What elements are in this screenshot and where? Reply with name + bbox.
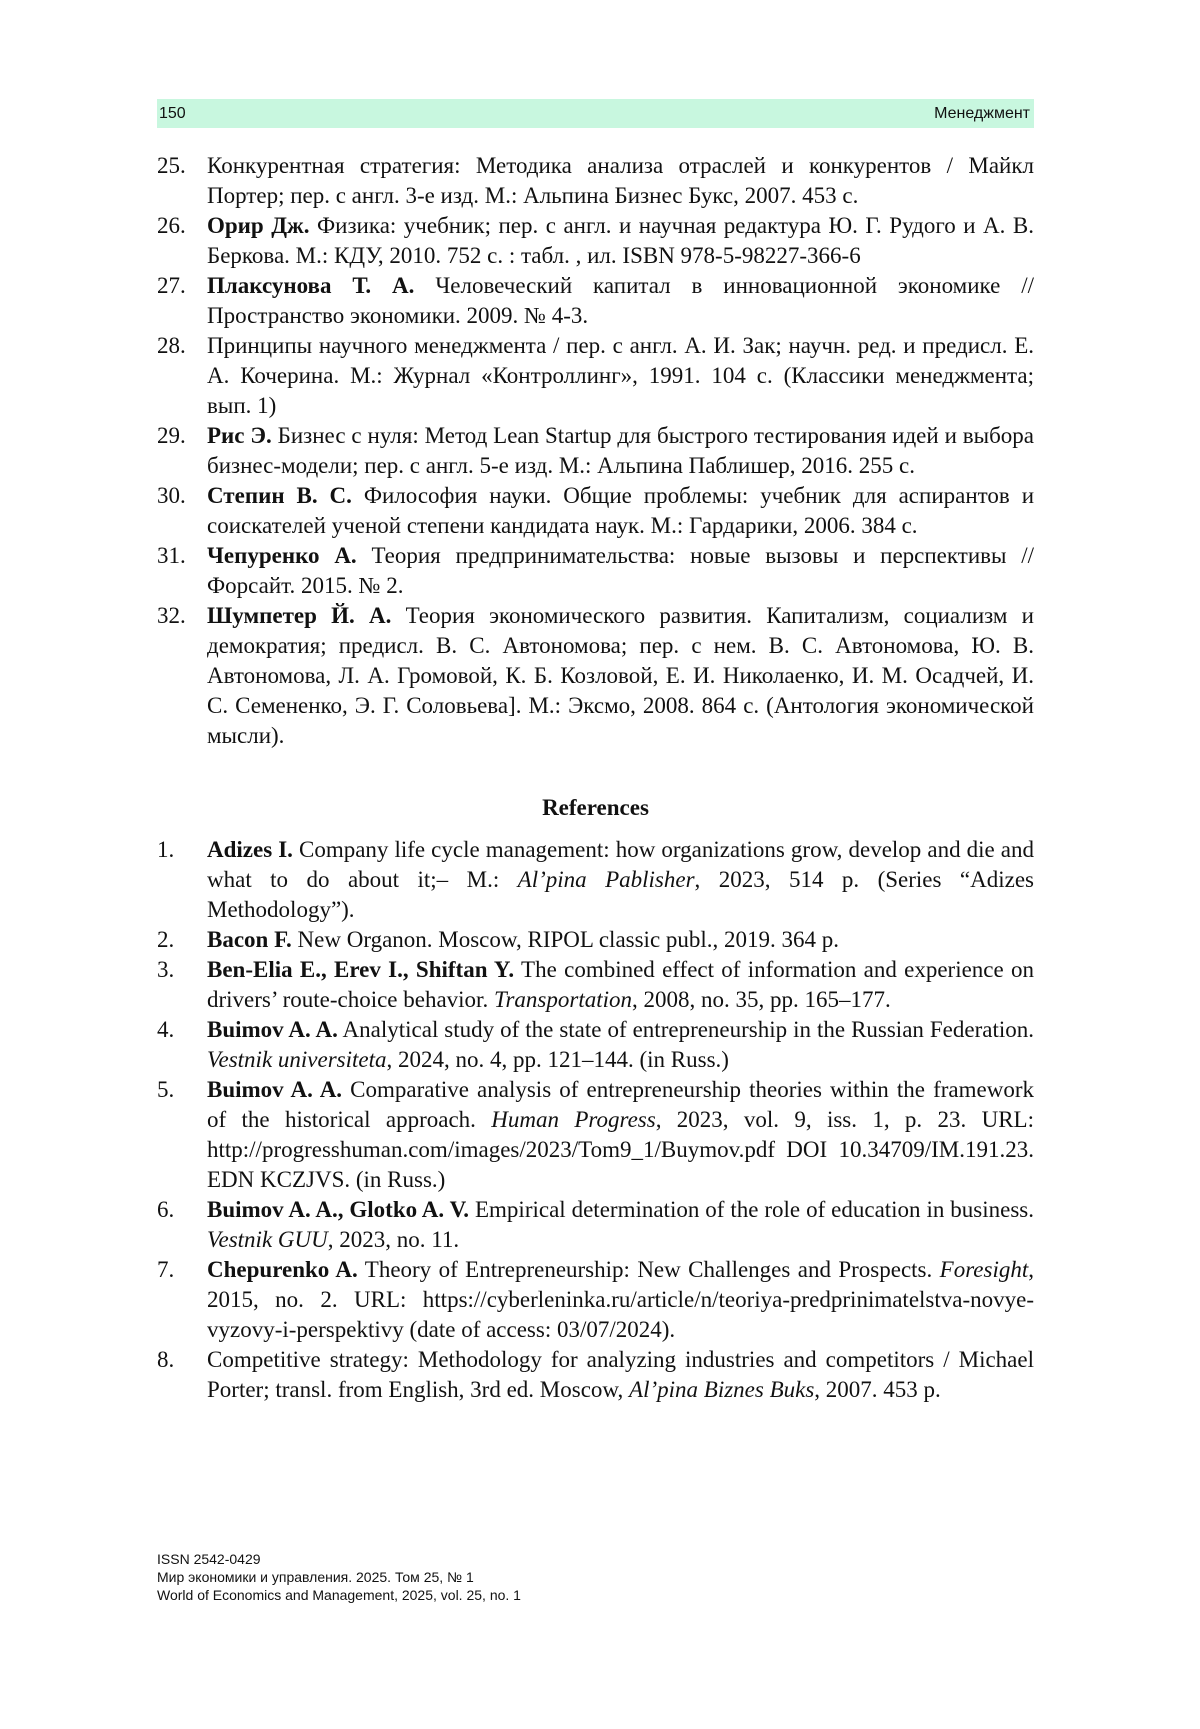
page-content — [157, 151, 1034, 1405]
reference-segment: Принципы научного менеджмента / пер. с англ. А. И. Зак; научн. ред. и предисл. Е. А. Кочерина. М.: Журнал «Контроллинг», 1991. 104 с. (Классики менеджмента; вып. 1) — [207, 333, 1034, 418]
reference-number: 27. — [157, 273, 186, 298]
reference-segment: Физика: учебник; пер. с англ. и научная редактура Ю. Г. Рудого и А. В. Беркова. М.: КДУ, 2010. 752 с. : табл. , ил. ISBN 978-5-98227-366-6 — [207, 213, 1034, 268]
section-name: Менеджмент — [934, 104, 1030, 122]
footer-issn: ISSN 2542-0429 — [157, 1551, 261, 1567]
reference-text — [207, 331, 1034, 421]
reference-segment: , 2007. 453 p. — [814, 1377, 941, 1402]
reference-item — [157, 481, 1034, 541]
reference-item — [157, 331, 1034, 421]
reference-authors: Adizes I. — [207, 837, 293, 862]
reference-segment: Competitive strategy: Methodology for analyzing industries and competitors / Michael Porter; transl. from English, 3rd ed. Moscow, — [207, 1347, 1034, 1402]
reference-item — [157, 1075, 1034, 1195]
reference-source: Human Progress — [491, 1107, 656, 1132]
reference-authors: Орир Дж. — [207, 213, 310, 238]
reference-text — [207, 955, 1034, 1015]
reference-item — [157, 1345, 1034, 1405]
reference-number: 32. — [157, 603, 186, 628]
reference-text — [207, 1195, 1034, 1255]
reference-authors: Buimov A. A. — [207, 1017, 338, 1042]
reference-authors: Chepurenko A. — [207, 1257, 358, 1282]
reference-authors: Buimov A. A., Glotko A. V. — [207, 1197, 470, 1222]
reference-text — [207, 211, 1034, 271]
reference-segment: Теория предпринимательства: новые вызовы и перспективы // Форсайт. 2015. № 2. — [207, 543, 1034, 598]
reference-text — [207, 835, 1034, 925]
reference-number: 28. — [157, 333, 186, 358]
reference-segment: , 2023, vol. 9, iss. 1, p. 23. URL: http://progresshuman.com/images/2023/Tom9_1/Buymov.pdf DOI 10.34709/IM.191.23. EDN KCZJVS. (in Russ.) — [207, 1107, 1034, 1192]
reference-item — [157, 835, 1034, 925]
reference-number: 29. — [157, 423, 186, 448]
reference-item — [157, 925, 1034, 955]
reference-authors: Рис Э. — [207, 423, 272, 448]
reference-authors: Ben-Elia E., Erev I., Shiftan Y. — [207, 957, 515, 982]
reference-number: 4. — [157, 1017, 175, 1042]
page-footer — [157, 1550, 521, 1604]
reference-text — [207, 541, 1034, 601]
reference-number: 1. — [157, 837, 175, 862]
reference-item — [157, 1255, 1034, 1345]
reference-number: 2. — [157, 927, 175, 952]
page-number: 150 — [159, 104, 186, 122]
footer-journal-ru: Мир экономики и управления. 2025. Том 25, № 1 — [157, 1569, 474, 1585]
reference-number: 6. — [157, 1197, 175, 1222]
reference-segment: Конкурентная стратегия: Методика анализа отраслей и конкурентов / Майкл Портер; пер. с англ. 3-е изд. М.: Альпина Бизнес Букс, 2007. 453 с. — [207, 153, 1034, 208]
reference-segment: , 2023, 514 p. (Series “Adizes Methodology”). — [207, 867, 1034, 922]
reference-authors: Bacon F. — [207, 927, 292, 952]
reference-segment: New Organon. Moscow, RIPOL classic publ., 2019. 364 p. — [291, 927, 840, 952]
reference-authors: Шумпетер Й. А. — [207, 603, 392, 628]
reference-authors: Buimov A. A. — [207, 1077, 343, 1102]
english-reference-list — [157, 835, 1034, 1405]
reference-source: Foresight — [939, 1257, 1029, 1282]
reference-authors: Плаксунова Т. А. — [207, 273, 415, 298]
reference-authors: Чепуренко А. — [207, 543, 357, 568]
reference-number: 8. — [157, 1347, 175, 1372]
reference-segment: Теория экономического развития. Капитализм, социализм и демократия; предисл. В. С. Автономова; пер. с нем. В. С. Автономова, Ю. В. Автономова, Л. А. Громовой, К. Б. Козловой, Е. И. Николаенко, И. М. Осадчей, И. С. Семененко, Э. Г. Соловьева]. М.: Эксмо, 2008. 864 с. (Антология экономической мысли). — [207, 603, 1034, 748]
reference-number: 30. — [157, 483, 186, 508]
reference-item — [157, 601, 1034, 751]
reference-segment: Бизнес с нуля: Метод Lean Startup для быстрого тестирования идей и выбора бизнес-модели; пер. с англ. 5-е изд. М.: Альпина Паблишер, 2016. 255 с. — [207, 423, 1035, 478]
reference-number: 25. — [157, 153, 186, 178]
reference-number: 26. — [157, 213, 186, 238]
reference-segment: Theory of Entrepreneurship: New Challenges and Prospects. — [357, 1257, 940, 1282]
reference-segment: , 2024, no. 4, pp. 121–144. (in Russ.) — [386, 1047, 729, 1072]
reference-item — [157, 541, 1034, 601]
reference-item — [157, 1195, 1034, 1255]
reference-number: 3. — [157, 957, 175, 982]
reference-item — [157, 1015, 1034, 1075]
reference-source: Transportation — [493, 987, 632, 1012]
reference-source: Vestnik universiteta — [207, 1047, 387, 1072]
reference-authors: Степин В. С. — [207, 483, 352, 508]
reference-segment: , 2015, no. 2. URL: https://cyberleninka.ru/article/n/teoriya-predprinimatelstva-novye-vyzovy-i-perspektivy (date of access: 03/07/2024). — [207, 1257, 1034, 1342]
reference-segment: Comparative analysis of entrepreneurship theories within the framework of the historical approach. — [207, 1077, 1034, 1132]
reference-text — [207, 601, 1034, 751]
reference-segment: Человеческий капитал в инновационной экономике // Пространство экономики. 2009. № 4-3. — [207, 273, 1034, 328]
reference-segment: Empirical determination of the role of education in business. — [469, 1197, 1035, 1222]
reference-segment: , 2008, no. 35, pp. 165–177. — [632, 987, 891, 1012]
russian-reference-list — [157, 151, 1034, 751]
reference-number: 7. — [157, 1257, 175, 1282]
reference-segment: Analytical study of the state of entrepreneurship in the Russian Federation. — [337, 1017, 1034, 1042]
reference-text — [207, 421, 1034, 481]
references-heading: References — [542, 795, 649, 820]
reference-segment: The combined effect of information and experience on drivers’ route-choice behavior. — [207, 957, 1035, 1012]
reference-text — [207, 1255, 1034, 1345]
reference-number: 5. — [157, 1077, 175, 1102]
reference-text — [207, 1075, 1034, 1195]
reference-source: Vestnik GUU — [207, 1227, 328, 1252]
reference-segment: Философия науки. Общие проблемы: учебник для аспирантов и соискателей ученой степени кандидата наук. М.: Гардарики, 2006. 384 с. — [207, 483, 1034, 538]
reference-item — [157, 211, 1034, 271]
reference-source: Al’pina Pablisher — [517, 867, 695, 892]
reference-text — [207, 925, 1034, 955]
reference-item — [157, 955, 1034, 1015]
reference-number: 31. — [157, 543, 186, 568]
reference-item — [157, 151, 1034, 211]
footer-journal-en: World of Economics and Management, 2025, vol. 25, no. 1 — [157, 1587, 521, 1603]
reference-source: Al’pina Biznes Buks — [629, 1377, 815, 1402]
reference-segment: Company life cycle management: how organizations grow, develop and die and what to do about it;– M.: — [207, 837, 1034, 892]
reference-text — [207, 271, 1034, 331]
reference-text — [207, 1345, 1034, 1405]
page-header — [157, 99, 1034, 128]
reference-item — [157, 421, 1034, 481]
reference-text — [207, 151, 1034, 211]
reference-segment: , 2023, no. 11. — [327, 1227, 460, 1252]
reference-item — [157, 271, 1034, 331]
reference-text — [207, 1015, 1034, 1075]
reference-text — [207, 481, 1034, 541]
